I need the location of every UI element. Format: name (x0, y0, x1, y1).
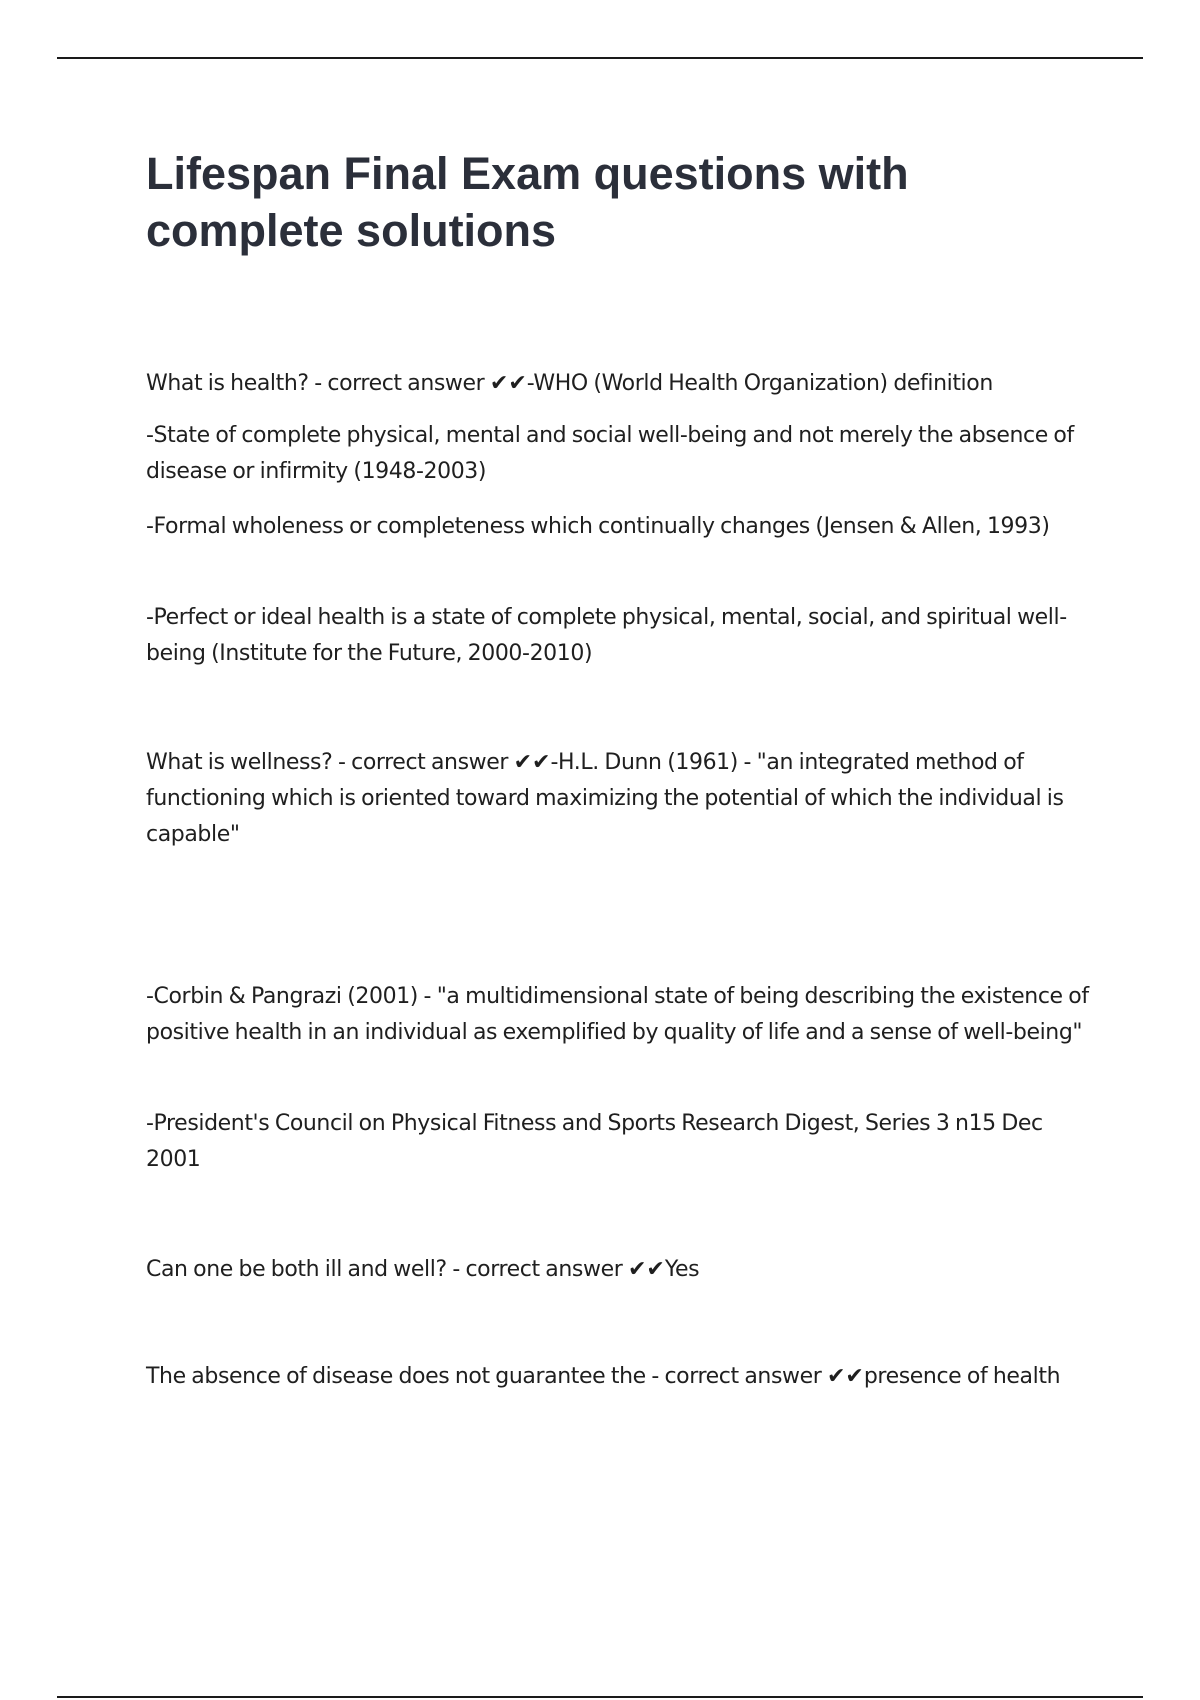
answer-text: presence of health (863, 1364, 1061, 1389)
question-text: The absence of disease does not guarantee the (146, 1364, 646, 1389)
qa-wellness (146, 745, 1096, 853)
answer-text: -WHO (World Health Organization) definition (526, 371, 993, 396)
bottom-rule (57, 1696, 1143, 1698)
document-title: Lifespan Final Exam questions with complete solutions (146, 148, 909, 256)
top-rule (57, 57, 1143, 59)
check-mark-icon: ✔✔ (826, 1364, 864, 1389)
wellness-detail-1: -Corbin & Pangrazi (2001) - "a multidimensional state of being describing the existence of positive health in an individual as exemplified by quality of life and a sense of well-being" (146, 984, 1089, 1045)
health-detail-3: -Perfect or ideal health is a state of complete physical, mental, social, and spiritual well-being (Institute for the Future, 2000-2010) (146, 605, 1067, 666)
health-detail-2: -Formal wholeness or completeness which continually changes (Jensen & Allen, 1993) (146, 514, 1050, 539)
answer-text: -H.L. Dunn (1961) - "an integrated method of functioning which is oriented toward maximizing the potential of which the individual is capable" (146, 750, 1064, 847)
answer-text: Yes (664, 1257, 700, 1282)
qa-health (146, 366, 1096, 402)
question-text: Can one be both ill and well? (146, 1257, 447, 1282)
answer-marker: - correct answer (446, 1257, 628, 1282)
answer-marker: - correct answer (645, 1364, 827, 1389)
check-mark-icon: ✔✔ (489, 371, 527, 396)
wellness-detail-2: -President's Council on Physical Fitness and Sports Research Digest, Series 3 n15 Dec 2001 (146, 1111, 1043, 1172)
check-mark-icon: ✔✔ (627, 1257, 665, 1282)
qa-absence-of-disease (146, 1359, 1096, 1395)
answer-marker: - correct answer (332, 750, 514, 775)
answer-marker: - correct answer (308, 371, 490, 396)
question-text: What is wellness? (146, 750, 333, 775)
question-text: What is health? (146, 371, 309, 396)
check-mark-icon: ✔✔ (513, 750, 551, 775)
qa-ill-and-well (146, 1252, 1096, 1288)
health-detail-1: -State of complete physical, mental and social well-being and not merely the absence of disease or infirmity (1948-2003) (146, 423, 1074, 484)
